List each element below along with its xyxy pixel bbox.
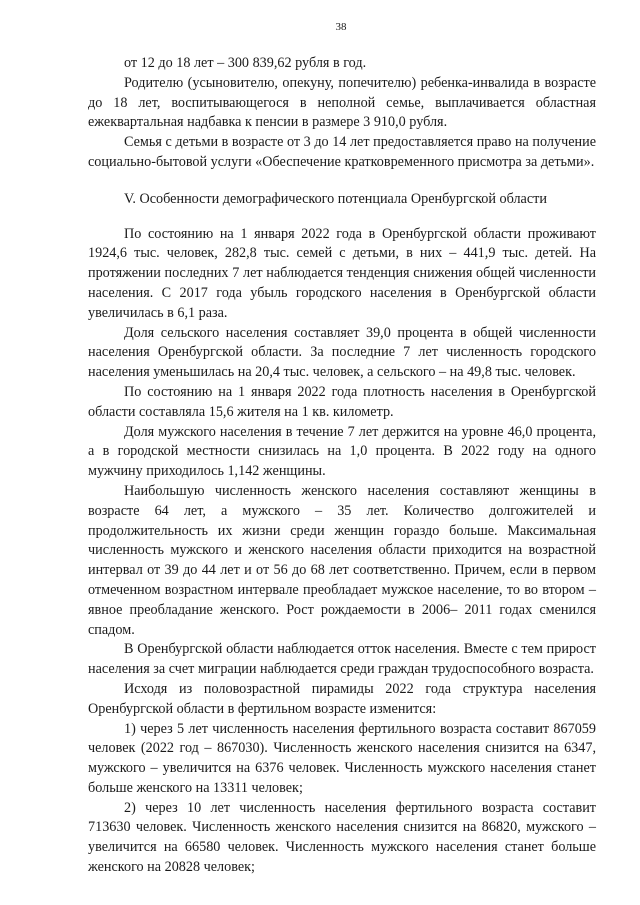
page-number: 38: [335, 21, 347, 33]
list-item-forecast-10-years: 2) через 10 лет численность населения фертильного возраста составит 713630 человек. Численность женского населения снизится на 86820, мужского – увеличится на 66580 человек. Численность мужского населения станет больше женского на 20828 человек;: [88, 799, 596, 876]
paragraph-population-total: По состоянию на 1 января 2022 года в Оренбургской области проживают 1924,6 тыс. человек, 282,8 тыс. семей с детьми, в них – 441,9 тыс. детей. На протяжении последних 7 лет наблюдается тенденция снижения общей численности населения. С 2017 года убыль городского населения в Оренбургской области увеличилась в 6,1 раза.: [88, 225, 596, 321]
paragraph-male-share: Доля мужского населения в течение 7 лет держится на уровне 46,0 процента, а в городской местности снизилась на 1,0 процента. В 2022 году на одного мужчину приходилось 1,142 женщины.: [88, 423, 596, 480]
paragraph-childcare-service: Семья с детьми в возрасте от 3 до 14 лет предоставляется право на получение социально-бытовой услуги «Обеспечение кратковременного присмотра за детьми».: [88, 134, 596, 170]
list-item-forecast-5-years: 1) через 5 лет численность населения фертильного возраста составит 867059 человек (2022 год – 867030). Численность женского населения снизится на 6347, мужского – увеличится на 6376 человек. Численность мужского населения станет больше женского на 13311 человек;: [88, 720, 596, 796]
paragraph-population-density: По состоянию на 1 января 2022 года плотность населения в Оренбургской области составляла 15,6 жителя на 1 кв. километр.: [88, 383, 596, 420]
paragraph-disabled-child-allowance: Родителю (усыновителю, опекуну, попечителю) ребенка-инвалида в возрасте до 18 лет, воспитывающегося в неполной семье, выплачивается областная ежеквартальная надбавка к пенсии в размере 3 910,0 рубля.: [88, 74, 596, 131]
section-heading: V. Особенности демографического потенциала Оренбургской области: [124, 190, 547, 207]
paragraph-income-12-18: от 12 до 18 лет – 300 839,62 рубля в год.: [124, 55, 367, 71]
paragraph-migration: В Оренбургской области наблюдается отток населения. Вместе с тем прирост населения за счет миграции наблюдается среди граждан трудоспособного возраста.: [88, 641, 596, 678]
document-page: [88, 20, 596, 878]
paragraph-age-structure: Наибольшую численность женского населения составляют женщины в возрасте 64 лет, а мужского – 35 лет. Количество долгожителей и продолжительность их жизни среди женщин гораздо больше. Максимальная численность мужского и женского населения области приходится на возрастной интервал от 39 до 44 лет и от 56 до 68 лет соответственно. Причем, если в первом отмеченном возрастном интервале преобладает мужское население, то во втором – явное преобладание женского. Рост рождаемости в 2006– 2011 годах сменился спадом.: [88, 482, 596, 638]
paragraph-rural-share: Доля сельского населения составляет 39,0 процента в общей численности населения Оренбургской области. За последние 7 лет численность городского населения уменьшилась на 20,4 тыс. человек, а сельского – на 49,8 тыс. человек.: [88, 324, 596, 381]
paragraph-pyramid-intro: Исходя из половозрастной пирамиды 2022 года структура населения Оренбургской области в фертильном возрасте изменится:: [88, 680, 596, 717]
